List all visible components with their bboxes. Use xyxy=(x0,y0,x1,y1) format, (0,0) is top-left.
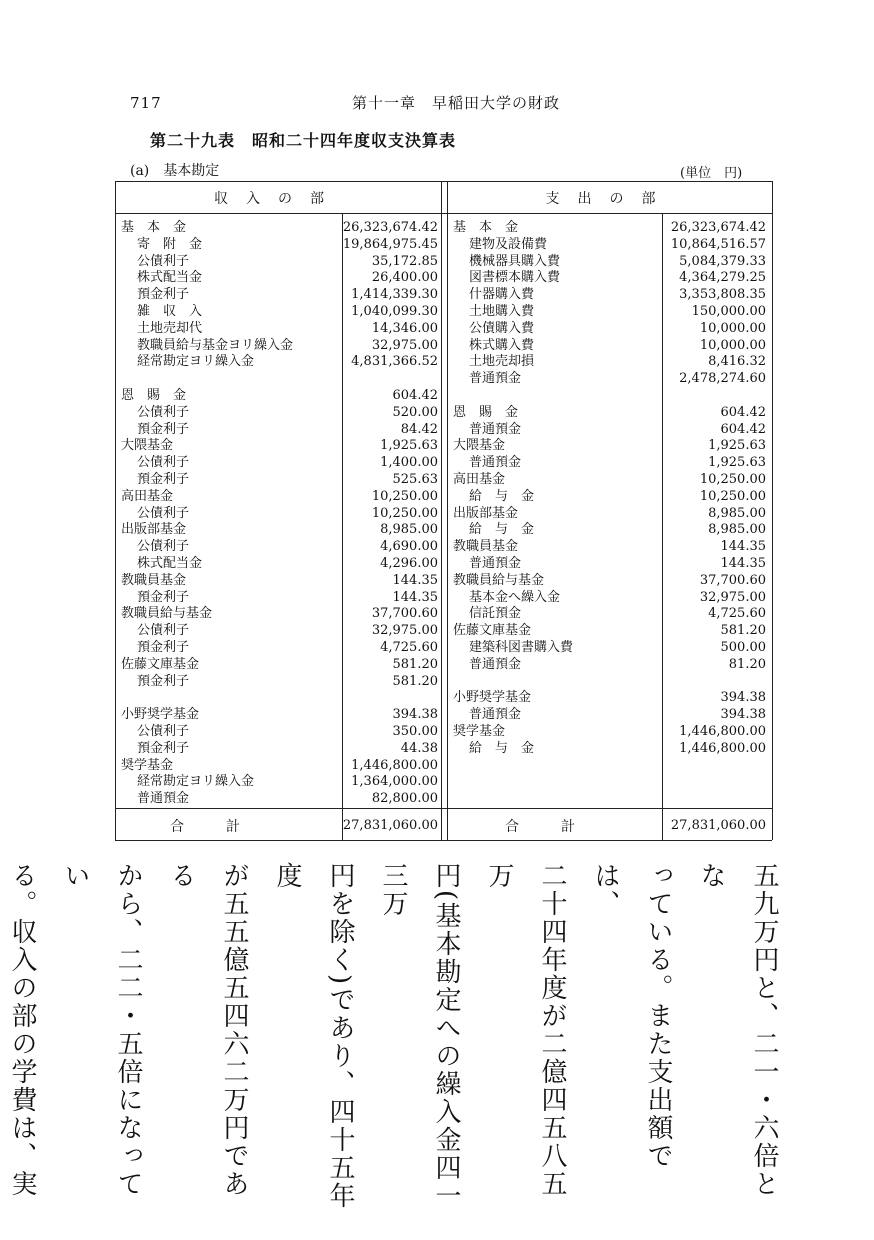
row-amount: 581.20 xyxy=(392,673,438,689)
row-amount: 82,800.00 xyxy=(371,791,438,807)
row-amount: 19,864,975.45 xyxy=(342,236,438,252)
row-label: 大隈基金 xyxy=(121,438,174,454)
row-label: 公債利子 xyxy=(137,539,190,555)
row-label: 普通預金 xyxy=(469,455,522,471)
row-label: 土地売却損 xyxy=(469,354,535,370)
row-label: 什器購入費 xyxy=(469,287,535,303)
row-label: 建築科図書購入費 xyxy=(469,640,574,655)
row-amount: 32,975.00 xyxy=(371,623,438,639)
table-bottom-border xyxy=(115,840,772,841)
row-amount: 26,323,674.42 xyxy=(670,220,766,235)
row-amount: 44.38 xyxy=(400,740,438,756)
row-amount: 525.63 xyxy=(392,472,438,487)
row-amount: 32,975.00 xyxy=(371,337,438,353)
row-label: 教職員給与基金 xyxy=(453,572,545,588)
prose-line: 二十四年度が二億四五八五万 xyxy=(484,862,567,1198)
expense-total-label: 合 計 xyxy=(505,819,575,835)
row-label: 普通預金 xyxy=(469,421,522,437)
row-amount: 37,700.60 xyxy=(699,572,766,588)
row-label: 図書標本購入費 xyxy=(469,270,561,286)
row-label: 普通預金 xyxy=(137,791,190,807)
row-amount: 26,323,674.42 xyxy=(342,220,438,235)
row-label: 普通預金 xyxy=(469,656,522,672)
row-amount: 1,364,000.00 xyxy=(351,774,438,790)
section-divider-right xyxy=(447,181,448,840)
row-amount: 1,925.63 xyxy=(708,438,766,454)
row-amount: 520.00 xyxy=(392,404,438,420)
row-label: 公債利子 xyxy=(137,455,190,471)
row-amount: 10,250.00 xyxy=(371,505,438,521)
row-amount: 4,725.60 xyxy=(708,606,766,622)
row-label: 信託預金 xyxy=(469,606,522,622)
row-label: 経常勘定ヨリ繰入金 xyxy=(137,774,255,790)
row-label: 公債購入費 xyxy=(469,320,535,336)
row-amount: 581.20 xyxy=(392,656,438,672)
row-amount: 8,985.00 xyxy=(708,522,766,538)
row-amount: 144.35 xyxy=(392,589,438,605)
row-label: 預金利子 xyxy=(137,472,190,487)
row-amount: 10,000.00 xyxy=(699,337,766,353)
body-text xyxy=(7,862,790,1222)
row-label: 土地購入費 xyxy=(469,304,535,319)
row-label: 出版部基金 xyxy=(453,505,519,521)
prose-line: っている。また支出額では、 xyxy=(590,862,673,1170)
row-amount: 4,364,279.25 xyxy=(679,270,766,286)
row-amount: 144.35 xyxy=(392,572,438,588)
row-label: 預金利子 xyxy=(137,589,190,605)
row-amount: 32,975.00 xyxy=(699,589,766,605)
row-label: 寄 附 金 xyxy=(137,236,203,252)
row-amount: 1,925.63 xyxy=(380,438,438,454)
row-amount: 150,000.00 xyxy=(691,304,766,319)
table-right-border xyxy=(772,181,773,840)
income-total-label: 合 計 xyxy=(170,819,240,835)
row-amount: 10,864,516.57 xyxy=(670,236,766,252)
row-amount: 26,400.00 xyxy=(371,270,438,286)
row-amount: 604.42 xyxy=(720,421,766,437)
row-amount: 1,446,800.00 xyxy=(351,757,438,773)
row-amount: 1,925.63 xyxy=(708,455,766,471)
row-amount: 144.35 xyxy=(720,539,766,555)
row-amount: 2,478,274.60 xyxy=(679,371,766,387)
table-top-border xyxy=(115,181,772,182)
row-label: 教職員基金 xyxy=(453,539,519,555)
row-amount: 10,250.00 xyxy=(699,488,766,504)
row-amount: 4,296.00 xyxy=(380,556,438,571)
income-header: 収入の部 xyxy=(214,191,342,207)
row-label: 株式配当金 xyxy=(137,556,203,571)
row-label: 雑 収 入 xyxy=(137,304,203,319)
prose-line: 円(基本勘定への繰入金四一三万 xyxy=(378,862,461,1211)
table-title: 第二十九表 昭和二十四年度収支決算表 xyxy=(150,131,457,150)
row-amount: 394.38 xyxy=(392,707,438,723)
row-label: 経常勘定ヨリ繰入金 xyxy=(137,354,255,370)
row-label: 佐藤文庫基金 xyxy=(453,623,532,639)
row-amount: 8,985.00 xyxy=(380,522,438,538)
row-amount: 1,446,800.00 xyxy=(679,740,766,756)
row-label: 公債利子 xyxy=(137,404,190,420)
row-label: 小野奨学基金 xyxy=(453,690,532,706)
table-left-border xyxy=(115,181,116,840)
row-label: 預金利子 xyxy=(137,673,190,689)
row-label: 恩 賜 金 xyxy=(121,388,187,403)
row-label: 給 与 金 xyxy=(469,740,535,756)
row-label: 奨学基金 xyxy=(453,724,506,739)
row-amount: 4,725.60 xyxy=(380,640,438,655)
row-label: 基本金へ繰入金 xyxy=(469,589,561,605)
row-amount: 37,700.60 xyxy=(371,606,438,622)
prose-line: が五五億五四六二万円である xyxy=(166,862,249,1198)
row-amount: 10,250.00 xyxy=(699,472,766,487)
prose-line: る。収入の部の学費は、実 xyxy=(7,862,37,1198)
row-amount: 144.35 xyxy=(720,556,766,571)
row-amount: 10,250.00 xyxy=(371,488,438,504)
row-amount: 8,985.00 xyxy=(708,505,766,521)
row-label: 普通預金 xyxy=(469,556,522,571)
income-total-amount: 27,831,060.00 xyxy=(342,818,438,833)
row-label: 土地売却代 xyxy=(137,320,203,336)
prose-line: 円を除く)であり、四十五年度 xyxy=(272,862,355,1211)
row-label: 高田基金 xyxy=(121,488,174,504)
row-label: 公債利子 xyxy=(137,253,190,269)
row-amount: 4,690.00 xyxy=(380,539,438,555)
row-amount: 350.00 xyxy=(392,724,438,739)
row-label: 佐藤文庫基金 xyxy=(121,656,200,672)
row-amount: 1,446,800.00 xyxy=(679,724,766,739)
row-label: 給 与 金 xyxy=(469,488,535,504)
row-label: 基 本 金 xyxy=(453,220,519,235)
row-amount: 3,353,808.35 xyxy=(679,287,766,303)
row-label: 普通預金 xyxy=(469,371,522,387)
sub-label: (a) 基本勘定 xyxy=(130,163,220,179)
row-label: 公債利子 xyxy=(137,724,190,739)
page-number: 717 xyxy=(130,94,162,112)
row-label: 小野奨学基金 xyxy=(121,707,200,723)
row-label: 株式配当金 xyxy=(137,270,203,286)
row-label: 株式購入費 xyxy=(469,337,535,353)
row-label: 基 本 金 xyxy=(121,220,187,235)
row-label: 預金利子 xyxy=(137,287,190,303)
header-divider xyxy=(115,213,772,214)
row-label: 建物及設備費 xyxy=(469,236,548,252)
row-label: 教職員基金 xyxy=(121,572,187,588)
row-amount: 1,040,099.30 xyxy=(351,304,438,319)
prose-line: 五九万円と、二一・六倍とな xyxy=(696,862,779,1198)
row-amount: 1,400.00 xyxy=(380,455,438,471)
expense-header: 支出の部 xyxy=(545,191,674,207)
running-head: 第十一章 早稲田大学の財政 xyxy=(352,94,561,112)
row-amount: 10,000.00 xyxy=(699,320,766,336)
row-amount: 394.38 xyxy=(720,690,766,706)
row-label: 機械器具購入費 xyxy=(469,253,561,269)
section-divider-left xyxy=(441,181,442,840)
row-label: 給 与 金 xyxy=(469,522,535,538)
row-label: 教職員給与基金 xyxy=(121,606,213,622)
row-amount: 35,172.85 xyxy=(371,253,438,269)
row-amount: 4,831,366.52 xyxy=(351,354,438,370)
row-amount: 14,346.00 xyxy=(371,320,438,336)
row-label: 公債利子 xyxy=(137,505,190,521)
row-label: 奨学基金 xyxy=(121,757,174,773)
prose-line: から、二二・五倍になってい xyxy=(60,862,143,1198)
row-label: 出版部基金 xyxy=(121,522,187,538)
row-amount: 84.42 xyxy=(400,421,438,437)
row-amount: 604.42 xyxy=(392,388,438,403)
row-amount: 8,416.32 xyxy=(708,354,766,370)
row-label: 大隈基金 xyxy=(453,438,506,454)
row-amount: 394.38 xyxy=(720,707,766,723)
row-amount: 81.20 xyxy=(728,656,766,672)
row-label: 普通預金 xyxy=(469,707,522,723)
total-divider xyxy=(115,808,772,809)
unit-label: (単位 円) xyxy=(680,166,743,181)
row-amount: 5,084,379.33 xyxy=(679,253,766,269)
row-label: 教職員給与基金ヨリ繰入金 xyxy=(137,337,294,353)
row-label: 預金利子 xyxy=(137,421,190,437)
row-amount: 581.20 xyxy=(720,623,766,639)
row-label: 預金利子 xyxy=(137,640,190,655)
row-label: 公債利子 xyxy=(137,623,190,639)
expense-total-amount: 27,831,060.00 xyxy=(670,818,766,833)
row-amount: 1,414,339.30 xyxy=(351,287,438,303)
row-amount: 604.42 xyxy=(720,404,766,420)
row-label: 恩 賜 金 xyxy=(453,404,519,420)
row-label: 高田基金 xyxy=(453,472,506,487)
row-amount: 500.00 xyxy=(720,640,766,655)
row-label: 預金利子 xyxy=(137,740,190,756)
